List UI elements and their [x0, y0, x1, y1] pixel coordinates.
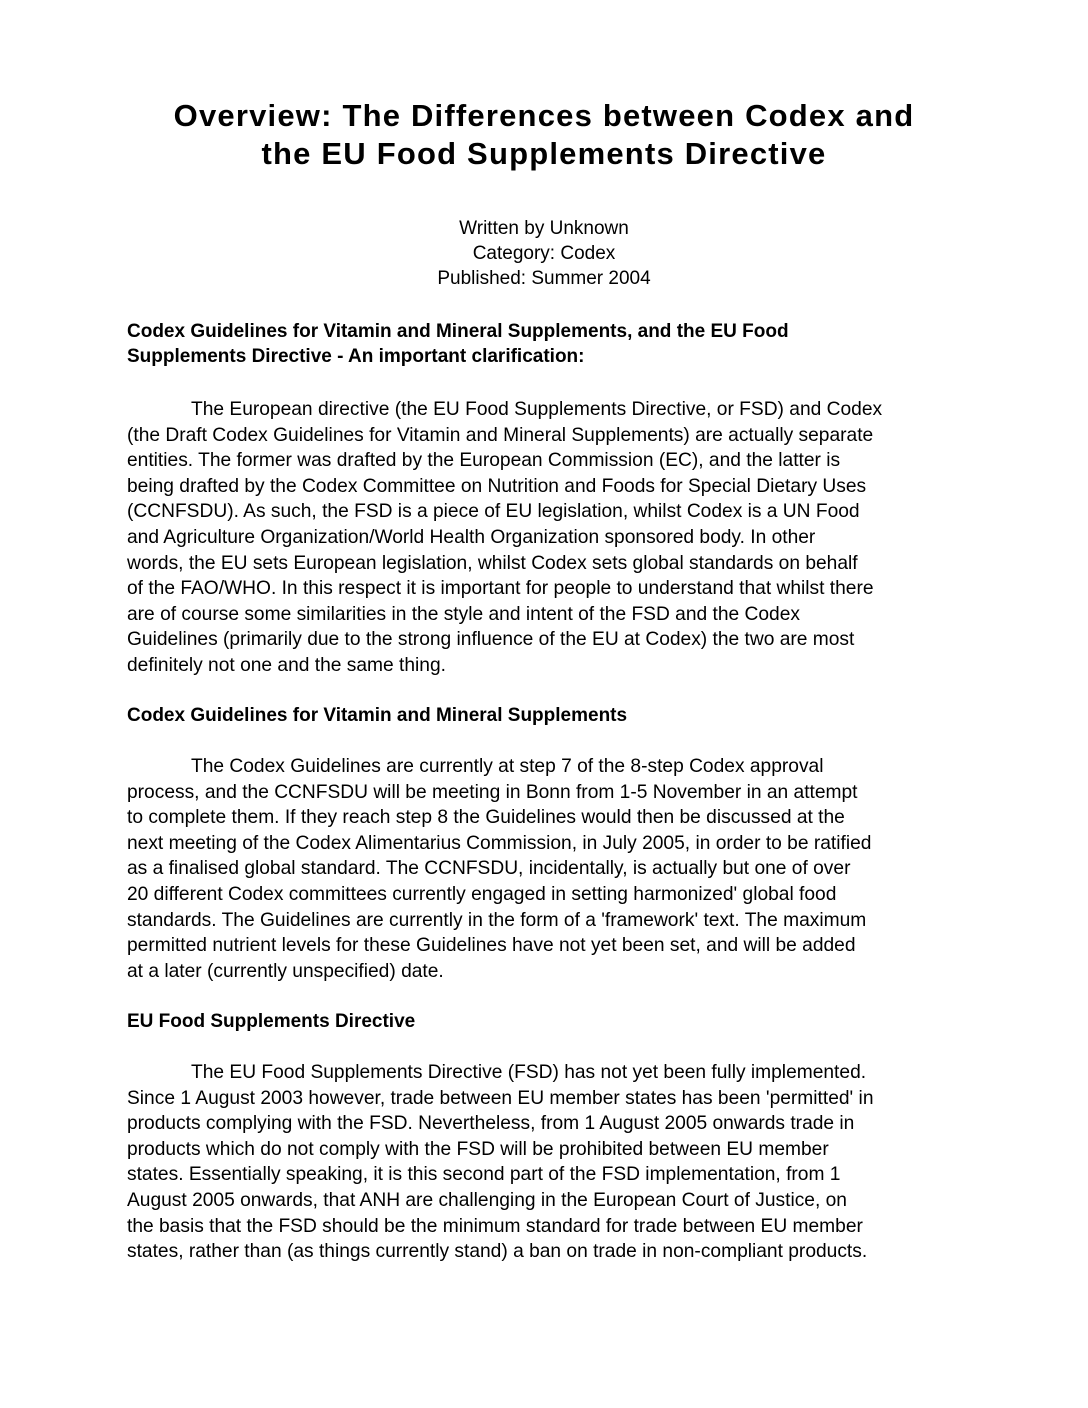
category-line: Category: Codex: [472, 243, 616, 264]
section-2-paragraph: [127, 754, 962, 984]
author-line: Written by Unknown: [459, 218, 629, 239]
section-3-heading: EU Food Supplements Directive: [127, 1011, 416, 1032]
paragraph-line: standards. The Guidelines are currently in the form of a 'framework' text. The maximum: [127, 909, 867, 931]
paragraph-line: The EU Food Supplements Directive (FSD) has not yet been fully implemented.: [191, 1062, 867, 1083]
paragraph-line: products complying with the FSD. Nevertheless, from 1 August 2005 onwards trade in: [127, 1113, 855, 1135]
paragraph-line: and Agriculture Organization/World Health Organization sponsored body. In other: [127, 526, 816, 548]
section-1-heading-line-2: Supplements Directive - An important clarification:: [127, 346, 585, 367]
paragraph-line: at a later (currently unspecified) date.: [127, 960, 444, 982]
section-3-paragraph: [127, 1060, 962, 1265]
document-title-line-2: the EU Food Supplements Directive: [261, 136, 827, 171]
paragraph-line: as a finalised global standard. The CCNFSDU, incidentally, is actually but one of over: [127, 858, 851, 880]
paragraph-line: entities. The former was drafted by the European Commission (EC), and the latter is: [127, 450, 841, 472]
paragraph-line: (CCNFSDU). As such, the FSD is a piece of EU legislation, whilst Codex is a UN Food: [127, 501, 860, 523]
paragraph-line: process, and the CCNFSDU will be meeting in Bonn from 1-5 November in an attempt: [127, 781, 858, 803]
section-1-paragraph: [127, 397, 962, 679]
paragraph-line: The European directive (the EU Food Supplements Directive, or FSD) and Codex: [191, 399, 883, 420]
document-title-line-1: Overview: The Differences between Codex and: [173, 98, 915, 133]
paragraph-line: definitely not one and the same thing.: [127, 654, 446, 676]
paragraph-line: permitted nutrient levels for these Guidelines have not yet been set, and will be added: [127, 935, 856, 957]
paragraph-line: Guidelines (primarily due to the strong influence of the EU at Codex) the two are most: [127, 629, 855, 651]
published-line: Published: Summer 2004: [437, 268, 651, 289]
paragraph-line: (the Draft Codex Guidelines for Vitamin and Mineral Supplements) are actually separate: [127, 424, 874, 446]
paragraph-line: August 2005 onwards, that ANH are challenging in the European Court of Justice, on: [127, 1189, 847, 1211]
paragraph-line: words, the EU sets European legislation, whilst Codex sets global standards on behalf: [127, 552, 858, 574]
paragraph-line: states. Essentially speaking, it is this second part of the FSD implementation, from 1: [127, 1164, 841, 1186]
paragraph-line: products which do not comply with the FSD will be prohibited between EU member: [127, 1138, 829, 1160]
section-1-heading-line-1: Codex Guidelines for Vitamin and Mineral Supplements, and the EU Food: [127, 321, 789, 342]
paragraph-line: next meeting of the Codex Alimentarius Commission, in July 2005, in order to be ratified: [127, 832, 872, 854]
paragraph-line: 20 different Codex committees currently engaged in setting harmonized' global food: [127, 883, 837, 905]
paragraph-line: are of course some similarities in the style and intent of the FSD and the Codex: [127, 603, 800, 625]
paragraph-line: of the FAO/WHO. In this respect it is important for people to understand that whilst there: [127, 578, 874, 600]
paragraph-line: being drafted by the Codex Committee on Nutrition and Foods for Special Dietary Uses: [127, 475, 867, 497]
paragraph-line: The Codex Guidelines are currently at step 7 of the 8-step Codex approval: [191, 756, 824, 777]
paragraph-line: states, rather than (as things currently stand) a ban on trade in non-compliant products.: [127, 1241, 868, 1263]
paragraph-line: Since 1 August 2003 however, trade between EU member states has been 'permitted' in: [127, 1087, 874, 1109]
section-2-heading: Codex Guidelines for Vitamin and Mineral Supplements: [127, 705, 628, 726]
paragraph-line: the basis that the FSD should be the minimum standard for trade between EU member: [127, 1215, 863, 1237]
paragraph-line: to complete them. If they reach step 8 the Guidelines would then be discussed at the: [127, 807, 845, 829]
